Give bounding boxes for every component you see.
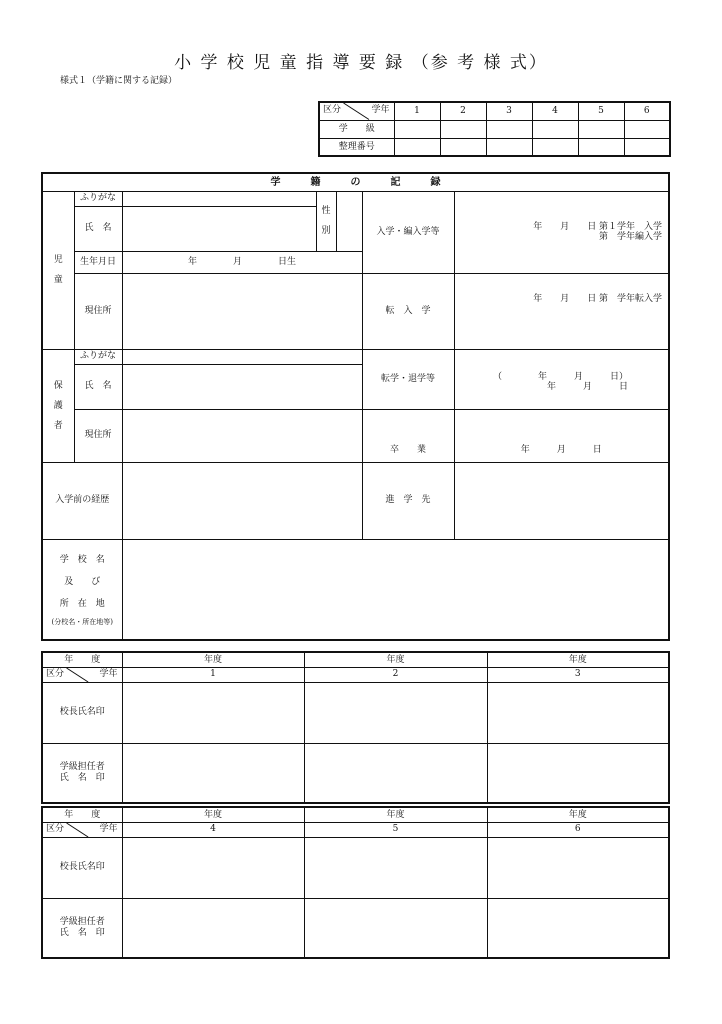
kubun-gakunen-cell: [319, 102, 394, 120]
nendo-value[interactable]: 年度: [304, 652, 487, 667]
teacher-field[interactable]: [304, 743, 487, 803]
guardian-section-label: 保 護 者: [42, 349, 74, 462]
grade-number: 4: [122, 822, 304, 837]
grade-number: 1: [122, 667, 304, 682]
grade-number: 3: [487, 667, 669, 682]
principal-field[interactable]: [487, 682, 669, 743]
grade-header: 6: [624, 102, 670, 120]
child-name-field[interactable]: [122, 206, 316, 251]
school-field[interactable]: [122, 539, 669, 640]
child-section-label: 児 童: [42, 191, 74, 349]
teacher-field[interactable]: [122, 898, 304, 958]
kubun-gakunen-cell: 区分 学年: [42, 822, 122, 837]
sex-field[interactable]: [336, 191, 362, 251]
nendo-label: 年 度: [42, 807, 122, 822]
principal-field[interactable]: [122, 837, 304, 898]
grade-header: 4: [532, 102, 578, 120]
birth-label: 生年月日: [74, 251, 122, 273]
nendo-value[interactable]: 年度: [122, 807, 304, 822]
class-row-label: 学 級: [319, 120, 394, 138]
sex-label: 性 別: [316, 191, 336, 251]
grade-header: 3: [486, 102, 532, 120]
grade-header: 1: [394, 102, 440, 120]
registry-heading: 学 籍 の 記 録: [42, 173, 669, 191]
principal-table-1: [41, 651, 670, 804]
transfer-in-value[interactable]: 年 月 日 第 学年転入学: [454, 273, 669, 349]
number-cell[interactable]: [532, 138, 578, 156]
class-cell[interactable]: [394, 120, 440, 138]
principal-field[interactable]: [304, 682, 487, 743]
gakunen-label: 学年: [371, 105, 390, 115]
class-cell[interactable]: [532, 120, 578, 138]
child-address-label: 現住所: [74, 273, 122, 349]
grade-header: 5: [578, 102, 624, 120]
number-cell[interactable]: [578, 138, 624, 156]
principal-field[interactable]: [487, 837, 669, 898]
nendo-value[interactable]: 年度: [487, 652, 669, 667]
kubun-gakunen-cell: 区分 学年: [42, 667, 122, 682]
pre-history-field[interactable]: [122, 462, 362, 539]
guardian-furigana-field[interactable]: [122, 349, 362, 364]
next-school-label: 進 学 先: [362, 462, 454, 539]
child-address-field[interactable]: [122, 273, 362, 349]
grade-number: 6: [487, 822, 669, 837]
guardian-name-field[interactable]: [122, 364, 362, 409]
number-row-label: 整理番号: [319, 138, 394, 156]
birth-field[interactable]: 年 月 日生: [122, 251, 362, 273]
guardian-address-field[interactable]: [122, 409, 362, 462]
class-cell[interactable]: [486, 120, 532, 138]
nendo-label: 年 度: [42, 652, 122, 667]
graduation-label: 卒 業: [362, 409, 454, 462]
principal-label: 校長氏名印: [42, 837, 122, 898]
graduation-value[interactable]: 年 月 日: [454, 409, 669, 462]
grade-number: 2: [304, 667, 487, 682]
number-cell[interactable]: [624, 138, 670, 156]
grade-number: 5: [304, 822, 487, 837]
class-box: [318, 101, 671, 157]
guardian-furigana-label: ふりがな: [74, 349, 122, 364]
nendo-value[interactable]: 年度: [304, 807, 487, 822]
pre-history-label: 入学前の経歴: [42, 462, 122, 539]
admission-value[interactable]: 年 月 日 第１学年 入学 第 学年編入学: [454, 191, 669, 273]
grade-header: 2: [440, 102, 486, 120]
page-title: 小 学 校 児 童 指 導 要 録 （参 考 様 式）: [174, 53, 548, 73]
principal-label: 校長氏名印: [42, 682, 122, 743]
teacher-field[interactable]: [487, 743, 669, 803]
number-cell[interactable]: [394, 138, 440, 156]
teacher-label: 学級担任者 氏 名 印: [42, 898, 122, 958]
class-cell[interactable]: [624, 120, 670, 138]
teacher-label: 学級担任者 氏 名 印: [42, 743, 122, 803]
principal-table-2: [41, 806, 670, 959]
teacher-field[interactable]: [487, 898, 669, 958]
child-furigana-label: ふりがな: [74, 191, 122, 206]
nendo-value[interactable]: 年度: [122, 652, 304, 667]
form-subtitle: 様式１（学籍に関する記録）: [60, 76, 178, 86]
principal-field[interactable]: [122, 682, 304, 743]
kubun-label: 区分: [323, 105, 342, 115]
guardian-address-label: 現住所: [74, 409, 122, 462]
next-school-field[interactable]: [454, 462, 669, 539]
registry-table: [41, 172, 670, 641]
number-cell[interactable]: [440, 138, 486, 156]
principal-field[interactable]: [304, 837, 487, 898]
number-cell[interactable]: [486, 138, 532, 156]
guardian-name-label: 氏 名: [74, 364, 122, 409]
teacher-field[interactable]: [304, 898, 487, 958]
child-name-label: 氏 名: [74, 206, 122, 251]
class-cell[interactable]: [440, 120, 486, 138]
transfer-in-label: 転 入 学: [362, 273, 454, 349]
teacher-field[interactable]: [122, 743, 304, 803]
transfer-out-value[interactable]: （ 年 月 日） 年 月 日: [454, 349, 669, 409]
admission-label: 入学・編入学等: [362, 191, 454, 273]
nendo-value[interactable]: 年度: [487, 807, 669, 822]
class-cell[interactable]: [578, 120, 624, 138]
transfer-out-label: 転学・退学等: [362, 349, 454, 409]
child-furigana-field[interactable]: [122, 191, 316, 206]
school-label: 学 校 名 及 び 所 在 地 (分校名・所在地等): [42, 539, 122, 640]
